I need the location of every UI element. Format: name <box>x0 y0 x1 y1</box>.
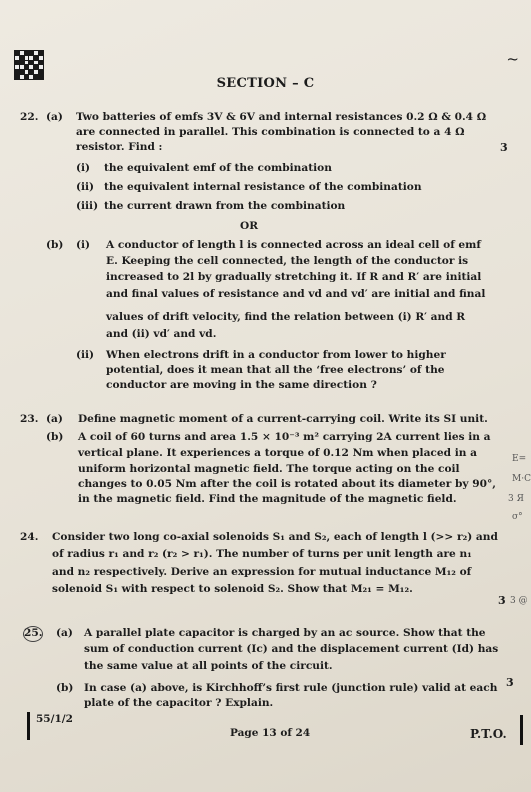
q25a-line: the same value at all points of the circuit. <box>84 660 333 672</box>
q22b-i-line: E. Keeping the cell connected, the length of the conductor is <box>106 255 469 267</box>
margin-note: 3 @ <box>510 596 528 606</box>
q22a-sub-text: the current drawn from the combination <box>104 200 346 212</box>
q23a-label: (a) <box>46 413 63 425</box>
paper-code: 55/1/2 <box>36 713 73 725</box>
q24-line: Consider two long co-axial solenoids S₁ and S₂, each of length l (>> r₂) and <box>52 531 498 543</box>
q22b-i-line: increased to 2l by gradually stretching it. If R and R′ are initial <box>106 271 482 283</box>
q22a-sub-text: the equivalent internal resistance of the combination <box>104 181 422 193</box>
q22b-i-line: and (ii) vd′ and vd. <box>106 328 217 340</box>
q24-line: solenoid S₁ with respect to solenoid S₂. Show that M₂₁ = M₁₂. <box>52 583 413 595</box>
q25b-line: In case (a) above, is Kirchhoff’s first rule (junction rule) valid at each <box>84 682 498 694</box>
section-title: SECTION – C <box>216 76 315 91</box>
q22b-i-label: (i) <box>76 239 91 251</box>
q22a-line: are connected in parallel. This combination is connected to a 4 Ω <box>76 126 465 138</box>
margin-note: σ° <box>512 512 523 522</box>
footer-right-bar <box>520 715 523 745</box>
margin-note: M·C <box>512 474 531 484</box>
q22b-label: (b) <box>46 239 64 251</box>
q24-marks: 3 <box>498 594 506 607</box>
q23a-text: Define magnetic moment of a current-carrying coil. Write its SI unit. <box>78 413 488 425</box>
corner-mark: ~ <box>506 50 519 68</box>
q22a-sub-text: the equivalent emf of the combination <box>104 162 332 174</box>
margin-note: Ε= <box>512 454 527 464</box>
q22a-sub-number: (iii) <box>76 200 99 212</box>
q23b-label: (b) <box>46 431 64 443</box>
or-divider: OR <box>240 220 259 232</box>
q24-line: and n₂ respectively. Derive an expression for mutual inductance M₁₂ of <box>52 566 472 578</box>
q23b-line: uniform horizontal magnetic field. The torque acting on the coil <box>78 463 460 475</box>
q23b-line: vertical plane. It experiences a torque of 0.12 Nm when placed in a <box>78 447 477 459</box>
q23-number: 23. <box>20 413 39 425</box>
q25-marks: 3 <box>506 676 514 689</box>
q22b-i-line: values of drift velocity, find the relation between (i) R′ and R <box>106 311 466 323</box>
q24-number: 24. <box>20 531 39 543</box>
q25b-label: (b) <box>56 682 74 694</box>
q25b-line: plate of the capacitor ? Explain. <box>84 697 274 709</box>
q25-number: 25. <box>24 627 43 639</box>
q25a-line: A parallel plate capacitor is charged by an ac source. Show that the <box>84 627 486 639</box>
q22a-label: (a) <box>46 111 63 123</box>
q22b-i-line: and final values of resistance and vd and vd′ are initial and final <box>106 288 486 300</box>
q22b-ii-line: conductor are moving in the same direction ? <box>106 379 377 391</box>
footer-left-bar <box>27 712 30 740</box>
q24-line: of radius r₁ and r₂ (r₂ > r₁). The number of turns per unit length are n₁ <box>52 548 472 560</box>
q22b-i-line: A conductor of length l is connected across an ideal cell of emf <box>106 239 481 251</box>
q23b-line: changes to 0.05 Nm after the coil is rotated about its diameter by 90°, <box>78 478 496 490</box>
pto-label: P.T.O. <box>470 727 507 741</box>
page-number: Page 13 of 24 <box>230 727 311 739</box>
q22b-ii-line: When electrons drift in a conductor from lower to higher <box>106 349 446 361</box>
q22a-marks: 3 <box>500 141 508 154</box>
q23b-line: in the magnetic field. Find the magnitude of the magnetic field. <box>78 493 457 505</box>
q22-number: 22. <box>20 111 39 123</box>
q22a-line: Two batteries of emfs 3V & 6V and internal resistances 0.2 Ω & 0.4 Ω <box>76 111 487 123</box>
q22a-sub-number: (i) <box>76 162 91 174</box>
q22b-ii-label: (ii) <box>76 349 95 361</box>
margin-note: 3 Я <box>508 494 524 504</box>
q22a-sub-number: (ii) <box>76 181 95 193</box>
q23b-line: A coil of 60 turns and area 1.5 × 10⁻³ m² carrying 2A current lies in a <box>78 431 491 443</box>
q22a-line: resistor. Find : <box>76 141 163 153</box>
q25a-label: (a) <box>56 627 73 639</box>
q25a-line: sum of conduction current (Ic) and the displacement current (Id) has <box>84 643 499 655</box>
q22b-ii-line: potential, does it mean that all the ‘free electrons’ of the <box>106 364 445 376</box>
